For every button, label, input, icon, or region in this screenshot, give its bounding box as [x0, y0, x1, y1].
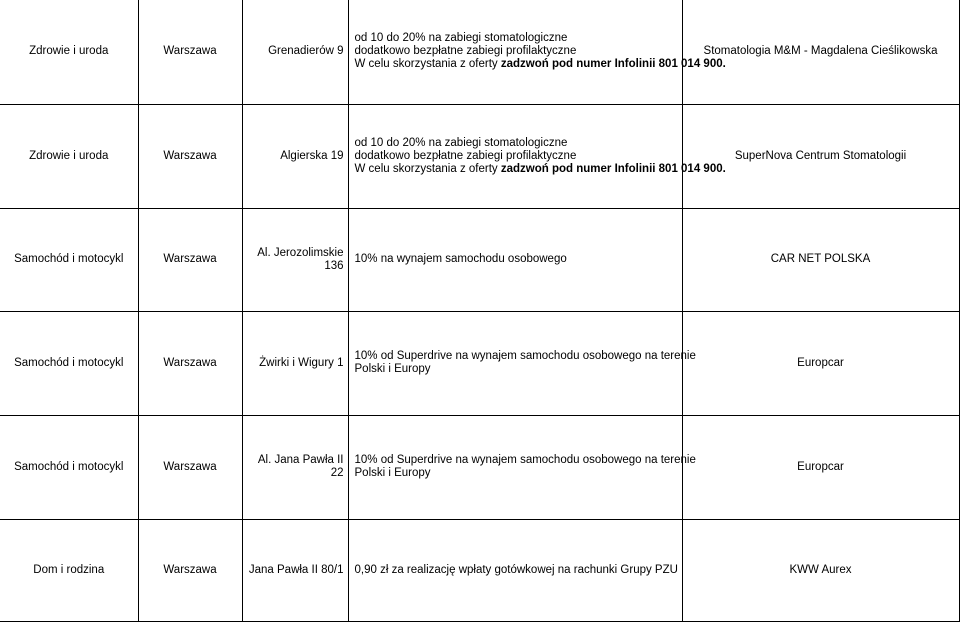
offer-cell	[348, 415, 696, 519]
partner-cell: KWW Aurex	[682, 519, 959, 621]
offer-line: Polski i Europy	[354, 467, 431, 479]
category-cell: Samochód i motocykl	[0, 415, 138, 519]
offer-line: od 10 do 20% na zabiegi stomatologiczne	[354, 136, 568, 149]
address-cell: Al. Jerozolimskie 136	[242, 208, 348, 311]
offer-cta-prefix: W celu skorzystania z oferty	[354, 162, 501, 175]
address-cell: Żwirki i Wigury 1	[242, 311, 348, 415]
offer-cta-prefix: W celu skorzystania z oferty	[354, 58, 501, 71]
category-cell: Samochód i motocykl	[0, 208, 138, 311]
city-cell: Warszawa	[138, 104, 242, 208]
table-row	[0, 104, 959, 208]
table-row	[0, 415, 959, 519]
offer-line: 0,90 zł za realizację wpłaty gotówkowej na rachunki Grupy PZU	[354, 563, 678, 576]
category-cell: Zdrowie i uroda	[0, 104, 138, 208]
partner-cell: Stomatologia M&M - Magdalena Cieślikowska	[682, 0, 959, 104]
category-cell: Zdrowie i uroda	[0, 0, 138, 104]
partner-cell: Europcar	[682, 415, 959, 519]
offer-line: Polski i Europy	[354, 363, 431, 375]
category-cell: Samochód i motocykl	[0, 311, 138, 415]
offer-cell	[348, 0, 726, 104]
offer-line: od 10 do 20% na zabiegi stomatologiczne	[354, 32, 568, 45]
city-cell: Warszawa	[138, 208, 242, 311]
offer-line: dodatkowo bezpłatne zabiegi profilaktyczne	[354, 149, 577, 162]
address-cell: Al. Jana Pawła II 22	[242, 415, 348, 519]
offer-cell	[348, 104, 726, 208]
partner-cell: CAR NET POLSKA	[682, 208, 959, 311]
partner-cell: Europcar	[682, 311, 959, 415]
address-cell: Jana Pawła II 80/1	[242, 519, 348, 621]
offer-line: 10% od Superdrive na wynajem samochodu osobowego na terenie	[354, 350, 696, 362]
table-row	[0, 208, 959, 311]
address-cell: Grenadierów 9	[242, 0, 348, 104]
city-cell: Warszawa	[138, 311, 242, 415]
city-cell: Warszawa	[138, 0, 242, 104]
city-cell: Warszawa	[138, 415, 242, 519]
table-row	[0, 0, 959, 104]
offer-cell	[348, 311, 696, 415]
offer-cta-phone: zadzwoń pod numer Infolinii 801 014 900.	[500, 58, 726, 71]
offer-cell	[348, 208, 682, 311]
city-cell: Warszawa	[138, 519, 242, 621]
category-cell: Dom i rodzina	[0, 519, 138, 621]
table-row	[0, 311, 959, 415]
offer-cta-phone: zadzwoń pod numer Infolinii 801 014 900.	[500, 162, 726, 175]
partner-cell: SuperNova Centrum Stomatologii	[682, 104, 959, 208]
offer-line: dodatkowo bezpłatne zabiegi profilaktyczne	[354, 45, 577, 58]
table-row	[0, 519, 959, 621]
offer-line: 10% na wynajem samochodu osobowego	[354, 253, 567, 265]
offer-cell	[348, 519, 682, 621]
offer-cta	[354, 162, 726, 176]
offer-cta	[354, 58, 726, 71]
offer-line: 10% od Superdrive na wynajem samochodu osobowego na terenie	[354, 454, 696, 466]
address-cell: Algierska 19	[242, 104, 348, 208]
